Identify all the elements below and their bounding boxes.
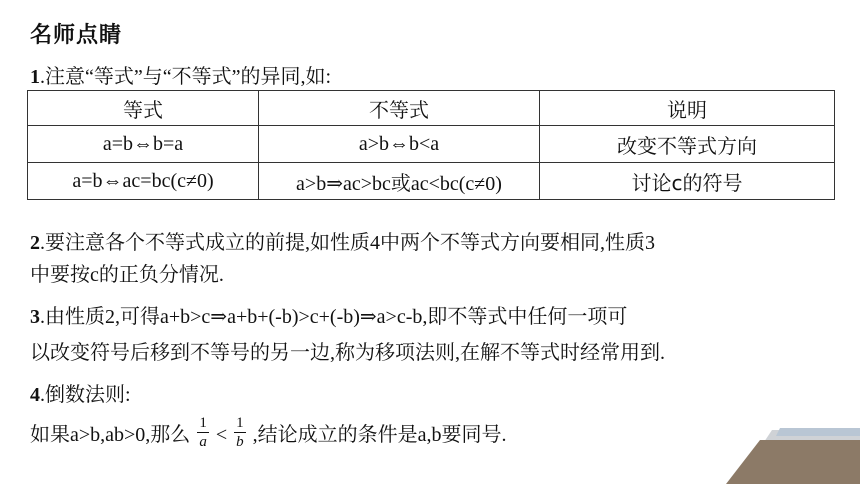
table-row	[28, 126, 835, 163]
fraction-1-over-b	[234, 416, 246, 450]
point-4	[30, 378, 131, 407]
table-cell: 讨论c的符号	[540, 163, 835, 200]
table-cell: a>b⇒ac>bc或ac<bc(c≠0)	[259, 163, 540, 200]
reciprocal-rule	[30, 415, 507, 453]
point-3-number: 3	[30, 306, 40, 328]
fraction-1-over-a	[197, 416, 209, 450]
point-3	[30, 300, 627, 329]
table-header: 等式	[28, 91, 259, 126]
fraction-denominator: a	[199, 434, 207, 451]
comparison-table	[27, 90, 835, 200]
table-row	[28, 163, 835, 200]
point-3-cont: 以改变符号后移到不等号的另一边,称为移项法则,在解不等式时经常用到.	[30, 342, 665, 364]
point-2-number: 2	[30, 232, 40, 254]
point-1-number: 1	[30, 66, 40, 88]
less-than-sign: <	[215, 424, 228, 446]
point-2-cont: 中要按c的正负分情况.	[30, 264, 224, 286]
section-heading: 名师点睛	[30, 23, 123, 48]
fraction-denominator: b	[236, 434, 244, 451]
point-1	[30, 60, 331, 89]
rule-text-before: 如果a>b,ab>0,那么	[30, 424, 191, 446]
table-header: 说明	[540, 91, 835, 126]
table-header: 不等式	[259, 91, 540, 126]
rule-text-after: ,结论成立的条件是a,b要同号.	[252, 424, 507, 446]
point-4-number: 4	[30, 384, 40, 406]
fraction-numerator: 1	[199, 415, 207, 432]
point-2	[30, 226, 655, 255]
fraction-numerator: 1	[236, 415, 244, 432]
point-3-line-1: .由性质2,可得a+b>c⇒a+b+(-b)>c+(-b)⇒a>c-b,即不等式中任何一项可	[40, 306, 628, 328]
table-cell: a>b⇔b<a	[259, 126, 540, 163]
point-4-title: .倒数法则:	[40, 384, 131, 406]
point-2-line-1: .要注意各个不等式成立的前提,如性质4中两个不等式方向要相同,性质3	[40, 232, 655, 254]
table-cell: a=b⇔ac=bc(c≠0)	[28, 163, 259, 200]
point-1-text: .注意“等式”与“不等式”的异同,如:	[40, 66, 332, 88]
table-cell: a=b⇔b=a	[28, 126, 259, 163]
table-header-row	[28, 91, 835, 126]
table-cell: 改变不等式方向	[540, 126, 835, 163]
